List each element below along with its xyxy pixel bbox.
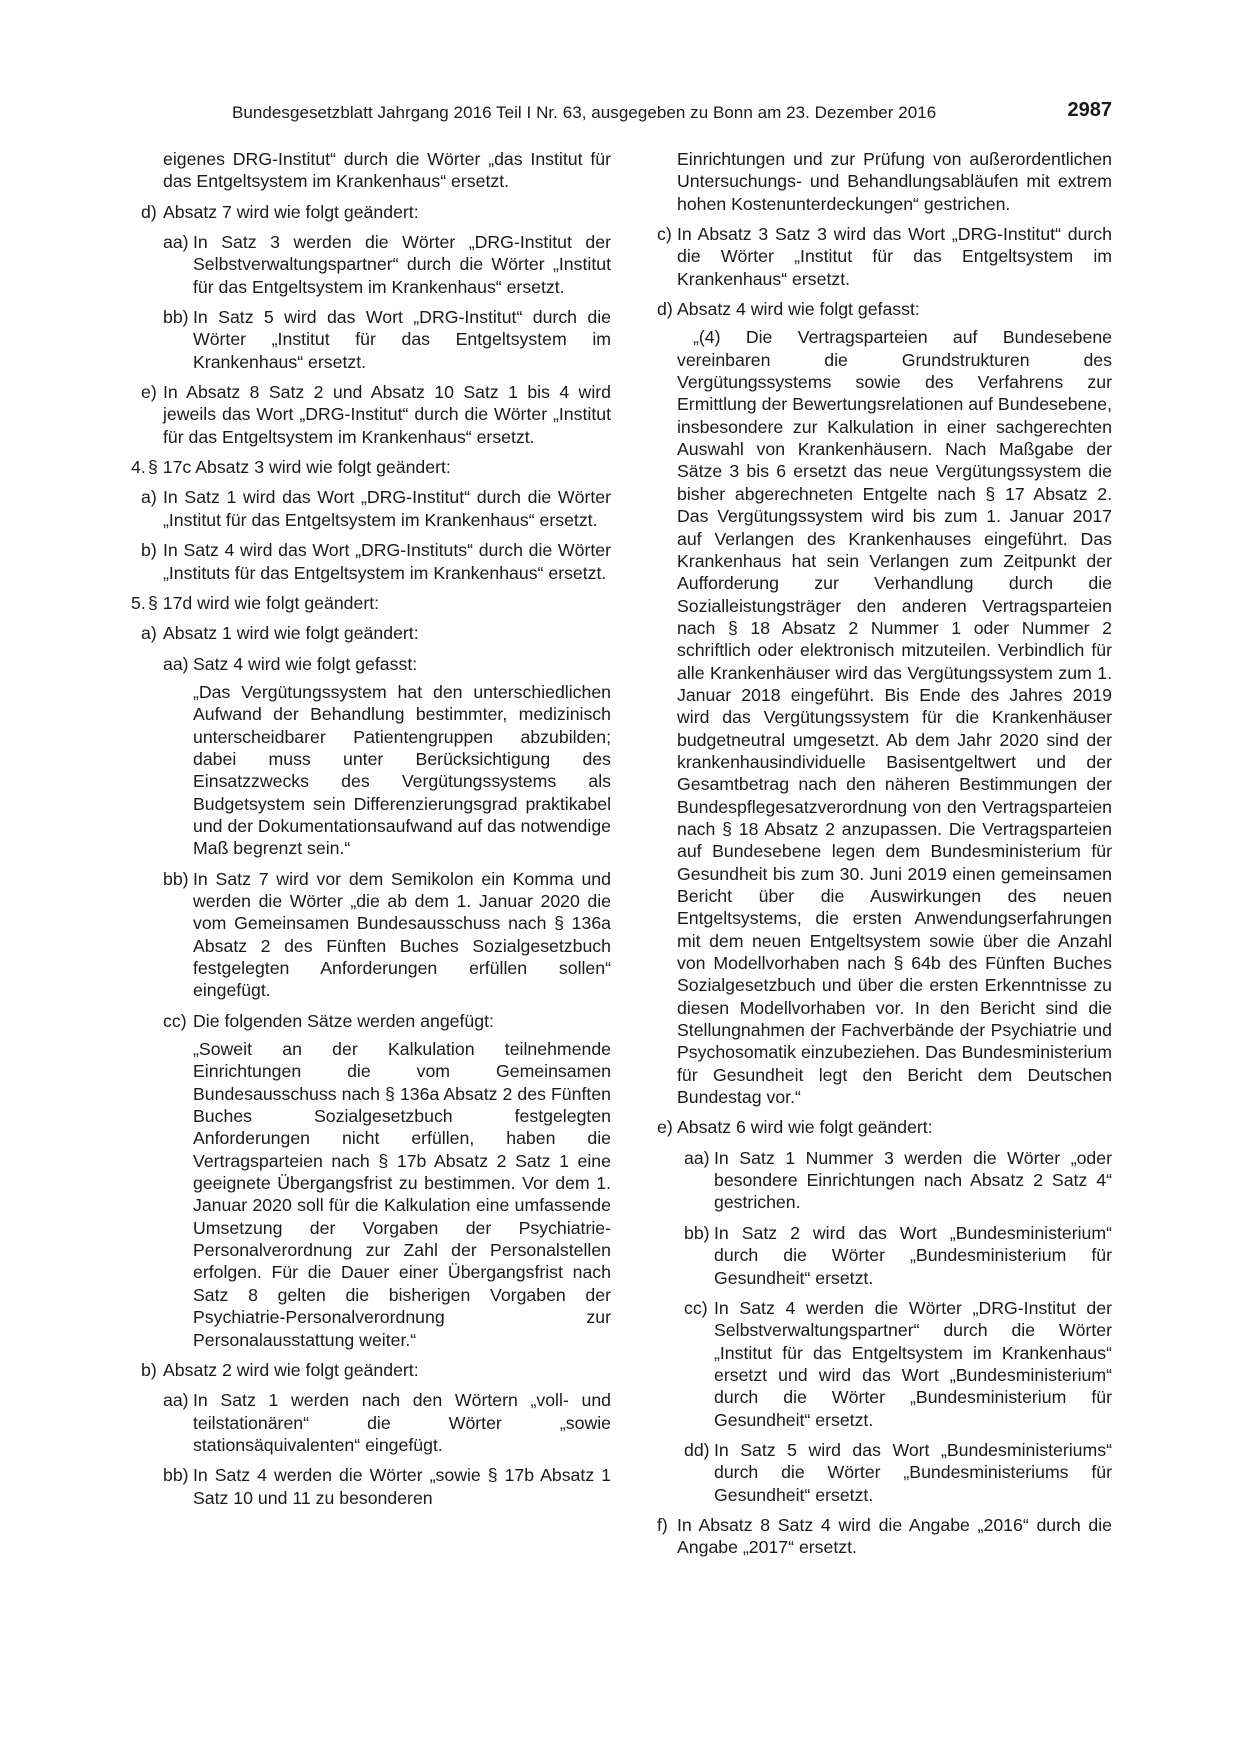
paragraph-text: In Satz 7 wird vor dem Semikolon ein Komma und werden die Wörter „die ab dem 1. Januar 2020 die vom Gemeinsamen Bundesausschuss nach § 136a Absatz 2 des Fünften Buches Sozialgesetzbuch festgelegten Anforderungen erfüllen sollen“ eingefügt. xyxy=(193,868,611,1001)
list-marker: cc) xyxy=(684,1297,708,1318)
list-item-d xyxy=(657,298,1112,1108)
paragraph-text: Absatz 1 wird wie folgt geändert: xyxy=(163,623,419,644)
list-marker: 5. xyxy=(131,592,146,613)
sub-item-dd xyxy=(684,1439,1112,1506)
paragraph-text: § 17d wird wie folgt geändert: xyxy=(148,592,380,613)
paragraph-text: In Absatz 8 Satz 4 wird die Angabe „2016“ durch die Angabe „2017“ ersetzt. xyxy=(677,1514,1112,1558)
list-marker: aa) xyxy=(163,1390,189,1411)
list-item-c xyxy=(657,223,1112,290)
continued-text xyxy=(677,148,1112,215)
list-item-d xyxy=(141,201,611,223)
paragraph-text: In Satz 5 wird das Wort „Bundesministeriums“ durch die Wörter „Bundesministeriums für Gesundheit“ ersetzt. xyxy=(714,1439,1112,1505)
list-marker: 4. xyxy=(131,457,146,478)
list-marker: aa) xyxy=(684,1147,710,1168)
paragraph-text: In Satz 5 wird das Wort „DRG-Institut“ durch die Wörter „Institut für das Entgeltsystem im Krankenhaus“ ersetzt. xyxy=(193,307,611,372)
paragraph-text: Absatz 7 wird wie folgt geändert: xyxy=(163,201,419,222)
list-marker: aa) xyxy=(163,653,189,674)
paragraph-text: Absatz 4 wird wie folgt gefasst: xyxy=(677,299,920,320)
paragraph-text: Absatz 2 wird wie folgt geändert: xyxy=(163,1359,419,1380)
list-item-5b xyxy=(141,1359,611,1381)
sub-item-bb xyxy=(163,306,611,373)
list-item-4 xyxy=(131,456,611,478)
list-marker: a) xyxy=(141,487,157,508)
sub-item-bb xyxy=(163,868,611,1002)
quoted-amendment: „Soweit an der Kalkulation teilnehmende Einrichtungen die vom Gemeinsamen Bundesausschuss nach § 136a Absatz 2 des Fünften Buches Sozialgesetzbuch festgelegten Anforderungen nicht erfüllen, haben die Vertragsparteien nach § 17b Absatz 2 Satz 1 eine geeignete Übergangsfrist zu bestimmen. Vor dem 1. Januar 2020 soll für die Kalkulation eine umfassende Umsetzung der Vorgaben der Psychiatrie-Personalverordnung zur Zahl der Personalstellen erfolgen. Für die Dauer einer Übergangsfrist nach Satz 8 gelten die bisherigen Vorgaben der Psychiatrie-Personalverordnung zur Personalausstattung weiter.“ xyxy=(193,1039,611,1350)
list-marker: bb) xyxy=(163,868,189,889)
paragraph-text: In Satz 1 wird das Wort „DRG-Institut“ durch die Wörter „Institut für das Entgeltsystem im Krankenhaus“ ersetzt. xyxy=(163,487,611,530)
list-marker: e) xyxy=(657,1117,673,1138)
paragraph-text: Satz 4 wird wie folgt gefasst: xyxy=(193,653,418,674)
right-column xyxy=(657,148,1112,1559)
list-item-5a xyxy=(141,622,611,644)
list-item-5 xyxy=(131,592,611,614)
sub-item-bb xyxy=(163,1464,611,1509)
paragraph-text: In Satz 4 werden die Wörter „sowie § 17b Absatz 1 Satz 10 und 11 zu besonderen xyxy=(193,1465,611,1508)
list-item-e xyxy=(657,1116,1112,1138)
list-marker: bb) xyxy=(163,1465,189,1486)
paragraph-text: In Satz 4 werden die Wörter „DRG-Institut der Selbstverwaltungspartner“ durch die Wörter „Institut für das Entgeltsystem im Krankenhaus“ ersetzt und wird das Wort „Bundesministerium“ durch die Wörter „Bundesministerium für Gesundheit“ ersetzt. xyxy=(714,1297,1112,1430)
sub-item-aa xyxy=(684,1147,1112,1214)
sub-item-cc xyxy=(163,1010,611,1351)
paragraph-text: In Satz 4 wird das Wort „DRG-Instituts“ durch die Wörter „Instituts für das Entgeltsystem im Krankenhaus“ ersetzt. xyxy=(163,540,611,583)
list-marker: b) xyxy=(141,1359,157,1380)
list-marker: d) xyxy=(141,201,157,222)
list-item-4b xyxy=(141,539,611,584)
continued-text xyxy=(163,148,611,193)
paragraph-text: eigenes DRG-Institut“ durch die Wörter „das Institut für das Entgeltsystem im Krankenhaus“ ersetzt. xyxy=(163,149,611,192)
list-marker: bb) xyxy=(684,1222,710,1243)
paragraph-text: In Satz 1 werden nach den Wörtern „voll- und teilstationären“ die Wörter „sowie stationsäquivalenten“ eingefügt. xyxy=(193,1390,611,1455)
sub-item-aa xyxy=(163,231,611,298)
paragraph-text: In Absatz 3 Satz 3 wird das Wort „DRG-Institut“ durch die Wörter „Institut für das Entgeltsystem im Krankenhaus“ ersetzt. xyxy=(677,224,1112,289)
list-marker: f) xyxy=(657,1514,668,1535)
paragraph-text: Absatz 6 wird wie folgt geändert: xyxy=(677,1117,933,1138)
paragraph-text: In Satz 3 werden die Wörter „DRG-Institut der Selbstverwaltungspartner“ durch die Wörter „Institut für das Entgeltsystem im Krankenhaus“ ersetzt. xyxy=(193,232,611,297)
paragraph-text: Die folgenden Sätze werden angefügt: xyxy=(193,1010,494,1031)
list-marker: e) xyxy=(141,382,157,403)
list-marker: cc) xyxy=(163,1010,187,1031)
list-item-e xyxy=(141,381,611,448)
left-column xyxy=(131,148,611,1509)
sub-item-cc xyxy=(684,1297,1112,1431)
list-marker: c) xyxy=(657,224,672,245)
page-header xyxy=(232,99,1112,129)
paragraph-text: In Satz 2 wird das Wort „Bundesministerium“ durch die Wörter „Bundesministerium für Gesundheit“ ersetzt. xyxy=(714,1222,1112,1288)
list-marker: d) xyxy=(657,299,673,320)
list-item-f xyxy=(657,1514,1112,1559)
list-marker: b) xyxy=(141,540,157,561)
paragraph-text: Einrichtungen und zur Prüfung von außerordentlichen Untersuchungs- und Behandlungsabläufen mit extrem hohen Kostenunterdeckungen“ gestrichen. xyxy=(677,149,1112,214)
quoted-amendment: „Das Vergütungssystem hat den unterschiedlichen Aufwand der Behandlung bestimmter, medizinisch unterscheidbarer Patientengruppen abzubilden; dabei muss unter Berücksichtigung des Einsatzzwecks des Vergütungssystems als Budgetsystem sein Differenzierungsgrad praktikabel und der Dokumentationsaufwand auf das notwendige Maß begrenzt sein.“ xyxy=(193,681,611,859)
sub-item-aa xyxy=(163,1389,611,1456)
list-item-4a xyxy=(141,486,611,531)
list-marker: a) xyxy=(141,623,157,644)
header-title: Bundesgesetzblatt Jahrgang 2016 Teil I Nr. 63, ausgegeben zu Bonn am 23. Dezember 2016 xyxy=(232,103,937,122)
sub-item-bb xyxy=(684,1222,1112,1289)
list-marker: aa) xyxy=(163,232,189,253)
paragraph-text: § 17c Absatz 3 wird wie folgt geändert: xyxy=(148,457,451,478)
sub-item-aa xyxy=(163,653,611,860)
page-number: 2987 xyxy=(1067,99,1112,121)
list-marker: dd) xyxy=(684,1439,710,1460)
list-marker: bb) xyxy=(163,307,189,328)
paragraph-text: In Absatz 8 Satz 2 und Absatz 10 Satz 1 bis 4 wird jeweils das Wort „DRG-Institut“ durch die Wörter „Institut für das Entgeltsystem im Krankenhaus“ ersetzt. xyxy=(163,382,611,447)
quoted-amendment: „(4) Die Vertragsparteien auf Bundesebene vereinbaren die Grundstrukturen des Vergütungssystems sowie des Verfahrens zur Ermittlung der Bewertungsrelationen auf Bundesebene, insbesondere zur Kalkulation in einer sachgerechten Auswahl von Krankenhäusern. Nach Maßgabe der Sätze 3 bis 6 ersetzt das neue Vergütungssystem die bisher abgerechneten Entgelte nach § 17 Absatz 2. Das Vergütungssystem wird bis zum 1. Januar 2017 auf Verlangen des Krankenhauses eingeführt. Das Krankenhaus hat sein Verlangen zum Zeitpunkt der Aufforderung zur Verhandlung durch die Sozialleistungsträger den anderen Vertragsparteien nach § 18 Absatz 2 Nummer 1 oder Nummer 2 schriftlich oder elektronisch mitzuteilen. Verbindlich für alle Krankenhäuser wird das Vergütungssystem zum 1. Januar 2018 eingeführt. Bis Ende des Jahres 2019 wird das Vergütungssystem für die Krankenhäuser budgetneutral umgesetzt. Ab dem Jahr 2020 sind der krankenhausindividuelle Basisentgeltwert und der Gesamtbetrag nach den näheren Bestimmungen der Bundespflegesatzverordnung von den Vertragsparteien nach § 18 Absatz 2 anzupassen. Die Vertragsparteien auf Bundesebene legen dem Bundesministerium für Gesundheit bis zum 30. Juni 2019 einen gemeinsamen Bericht über die Auswirkungen des neuen Entgeltsystems, die ersten Anwendungserfahrungen mit dem neuen Entgeltsystem sowie über die Anzahl von Modellvorhaben nach § 64b des Fünften Buches Sozialgesetzbuch und über die ersten Erkenntnisse zu diesen Modellvorhaben vor. In den Bericht sind die Stellungnahmen der Fachverbände der Psychiatrie und Psychosomatik einzubeziehen. Das Bundesministerium für Gesundheit legt den Bericht dem Deutschen Bundestag vor.“ xyxy=(677,327,1112,1108)
paragraph-text: In Satz 1 Nummer 3 werden die Wörter „oder besondere Einrichtungen nach Absatz 2 Satz 4“ gestrichen. xyxy=(714,1147,1112,1213)
